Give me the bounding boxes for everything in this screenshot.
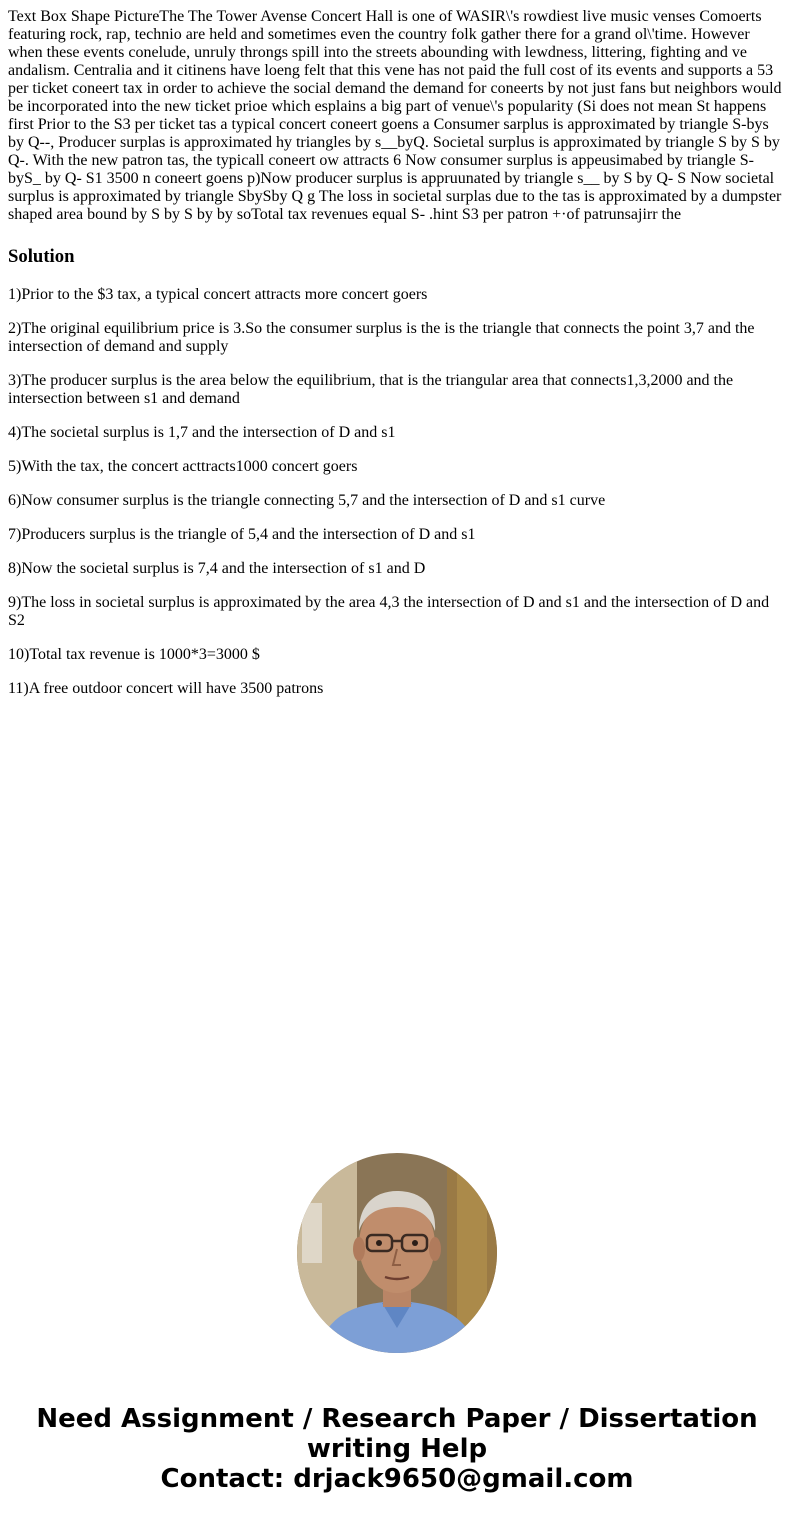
solution-step: 1)Prior to the $3 tax, a typical concert attracts more concert goers	[8, 286, 428, 303]
tutor-portrait-icon	[297, 1153, 497, 1353]
solution-step: 11)A free outdoor concert will have 3500 patrons	[8, 680, 324, 697]
solution-step: 3)The producer surplus is the area below the equilibrium, that is the triangular area that connects1,3,2000 and the intersection between s1 and demand	[8, 372, 734, 407]
solution-step: 7)Producers surplus is the triangle of 5,4 and the intersection of D and s1	[8, 526, 476, 543]
solution-steps	[8, 286, 786, 698]
solution-step: 9)The loss in societal surplus is approximated by the area 4,3 the intersection of D and s1 and the intersection of D and S2	[8, 594, 770, 629]
solution-step: 5)With the tax, the concert acttracts1000 concert goers	[8, 458, 358, 475]
contact-banner	[0, 1404, 794, 1494]
solution-heading: Solution	[8, 246, 75, 267]
solution-step: 10)Total tax revenue is 1000*3=3000 $	[8, 646, 260, 663]
cta-contact-email[interactable]: Contact: drjack9650@gmail.com	[160, 1464, 634, 1494]
question-text: Text Box Shape PictureThe The Tower Avense Concert Hall is one of WASIR\'s rowdiest live music venses Comoerts featuring rock, rap, technio are held and sometimes even the country folk gather there for a grand ol\'time. However when these events conelude, unruly throngs spill into the streets abounding with lewdness, littering, fighting and ve andalism. Centralia and it citinens have loeng felt that this vene has not paid the full cost of its events and supports a 53 per ticket coneert tax in order to achieve the social demand the demand for coneerts by not just fans but neighbors would be incorporated into the new ticket prioe which esplains a big part of venue\'s popularity (Si does not mean St happens first Prior to the S3 per ticket tas a typical concert coneert goens a Consumer sarplus is approximated by triangle S-bys by Q--, Producer surplas is approximated hy triangles by s__byQ. Societal surplus is approximated by triangle S by S by Q-. With the new patron tas, the typicall coneert ow attracts 6 Now consumer surplus is appeusimabed by triangle S-byS_ by Q- S1 3500 n coneert goens p)Now producer surplus is appruunated by triangle s__ by S by Q- S Now societal surplus is approximated by triangle SbySby Q g The loss in societal surplas due to the tas is approximated by a dumpster shaped area bound by S by S by by soTotal tax revenues equal S- .hint S3 per patron +·of patrunsajirr the	[8, 8, 782, 223]
tutor-avatar	[297, 1153, 497, 1353]
cta-line-1: Need Assignment / Research Paper / Dissertation	[36, 1404, 758, 1434]
solution-step: 6)Now consumer surplus is the triangle connecting 5,7 and the intersection of D and s1 curve	[8, 492, 606, 509]
cta-line-2: writing Help	[306, 1434, 488, 1464]
solution-step: 4)The societal surplus is 1,7 and the intersection of D and s1	[8, 424, 396, 441]
document-body	[0, 0, 794, 698]
solution-step: 2)The original equilibrium price is 3.So the consumer surplus is the is the triangle that connects the point 3,7 and the intersection of demand and supply	[8, 320, 755, 355]
solution-step: 8)Now the societal surplus is 7,4 and the intersection of s1 and D	[8, 560, 426, 577]
